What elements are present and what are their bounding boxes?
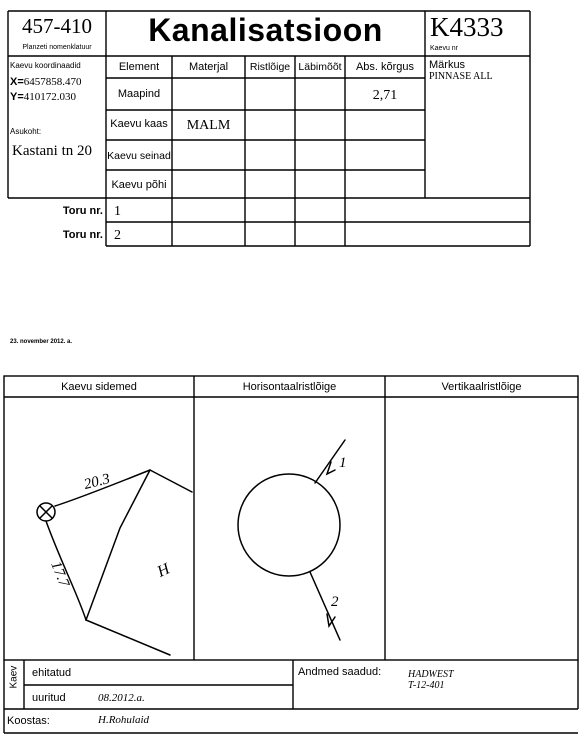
location-address: Kastani tn 20 bbox=[12, 143, 92, 159]
column-header-element: Element bbox=[118, 61, 160, 73]
sketch-pipe-1-label: 1 bbox=[339, 455, 347, 471]
footer-compiler-label: Koostas: bbox=[7, 715, 50, 727]
row-element-kaevu-pohi: Kaevu põhi bbox=[111, 179, 167, 191]
panel-header-horizontal: Horisontaalristlõige bbox=[242, 381, 337, 393]
building-edge-right bbox=[150, 470, 192, 492]
well-id-caption: Kaevu nr bbox=[430, 45, 459, 52]
pipe-1-number: 1 bbox=[114, 204, 121, 219]
sketch-distance-left: 17.7 bbox=[47, 559, 72, 590]
coordinate-x bbox=[10, 76, 82, 88]
row-element-kaevu-kaas: Kaevu kaas bbox=[110, 118, 168, 130]
coordinates-caption: Kaevu koordinaadid bbox=[10, 61, 81, 70]
footer-side-label: Kaev bbox=[8, 665, 20, 689]
column-header-diameter: Läbimõõt bbox=[298, 61, 342, 73]
footer-surveyed-value: 08.2012.a. bbox=[98, 692, 145, 704]
column-header-material: Materjal bbox=[188, 61, 229, 73]
page-title: Kanalisatsioon bbox=[148, 12, 383, 48]
sheet-number: 457-410 bbox=[22, 14, 92, 38]
footer-compiler-value: H.Rohulaid bbox=[98, 714, 150, 726]
location-caption: Asukoht: bbox=[10, 127, 42, 136]
row-element-kaevu-seinad: Kaevu seinad bbox=[107, 150, 171, 162]
coordinate-y bbox=[10, 91, 76, 103]
row-abs-height-maapind: 2,71 bbox=[372, 88, 398, 103]
building-edge-bottom bbox=[86, 620, 170, 655]
sheet-number-caption: Planzeti nomenklatuur bbox=[22, 44, 92, 51]
well-cross-section-circle bbox=[238, 474, 340, 576]
coordinate-y-value: 410172.030 bbox=[23, 91, 77, 103]
coordinate-y-label: Y= bbox=[10, 91, 24, 103]
sketch-distance-top: 20.3 bbox=[82, 471, 112, 493]
well-id: K4333 bbox=[430, 12, 504, 42]
footer-built-label: ehitatud bbox=[32, 667, 72, 679]
pipe-2-label: Toru nr. bbox=[62, 229, 103, 241]
document-date: 23. november 2012. a. bbox=[10, 339, 73, 345]
panel-header-vertical: Vertikaalristlõige bbox=[441, 381, 522, 393]
panel-header-connections: Kaevu sidemed bbox=[61, 381, 137, 393]
coordinate-x-label: X= bbox=[10, 76, 24, 88]
pipe-1-label: Toru nr. bbox=[62, 205, 103, 217]
row-element-maapind: Maapind bbox=[117, 88, 161, 100]
remarks-value: PINNASE ALL bbox=[429, 71, 493, 82]
footer-surveyed-label: uuritud bbox=[32, 692, 66, 704]
sketch-building-mark: H bbox=[154, 560, 173, 581]
column-header-abs-height: Abs. kõrgus bbox=[355, 61, 415, 73]
column-header-cross-section: Ristlõige bbox=[249, 61, 291, 73]
building-edge bbox=[86, 470, 150, 620]
remarks-header: Märkus bbox=[429, 59, 466, 71]
footer-data-source-label: Andmed saadud: bbox=[298, 666, 382, 678]
sketch-pipe-2-label: 2 bbox=[331, 594, 339, 610]
row-material-kaevu-kaas: MALM bbox=[186, 118, 231, 133]
footer-data-source-line1: HADWEST bbox=[408, 669, 454, 680]
coordinate-x-value: 6457858.470 bbox=[23, 76, 82, 88]
pipe-2-number: 2 bbox=[114, 228, 121, 243]
footer-data-source-line2: T-12-401 bbox=[408, 680, 445, 691]
